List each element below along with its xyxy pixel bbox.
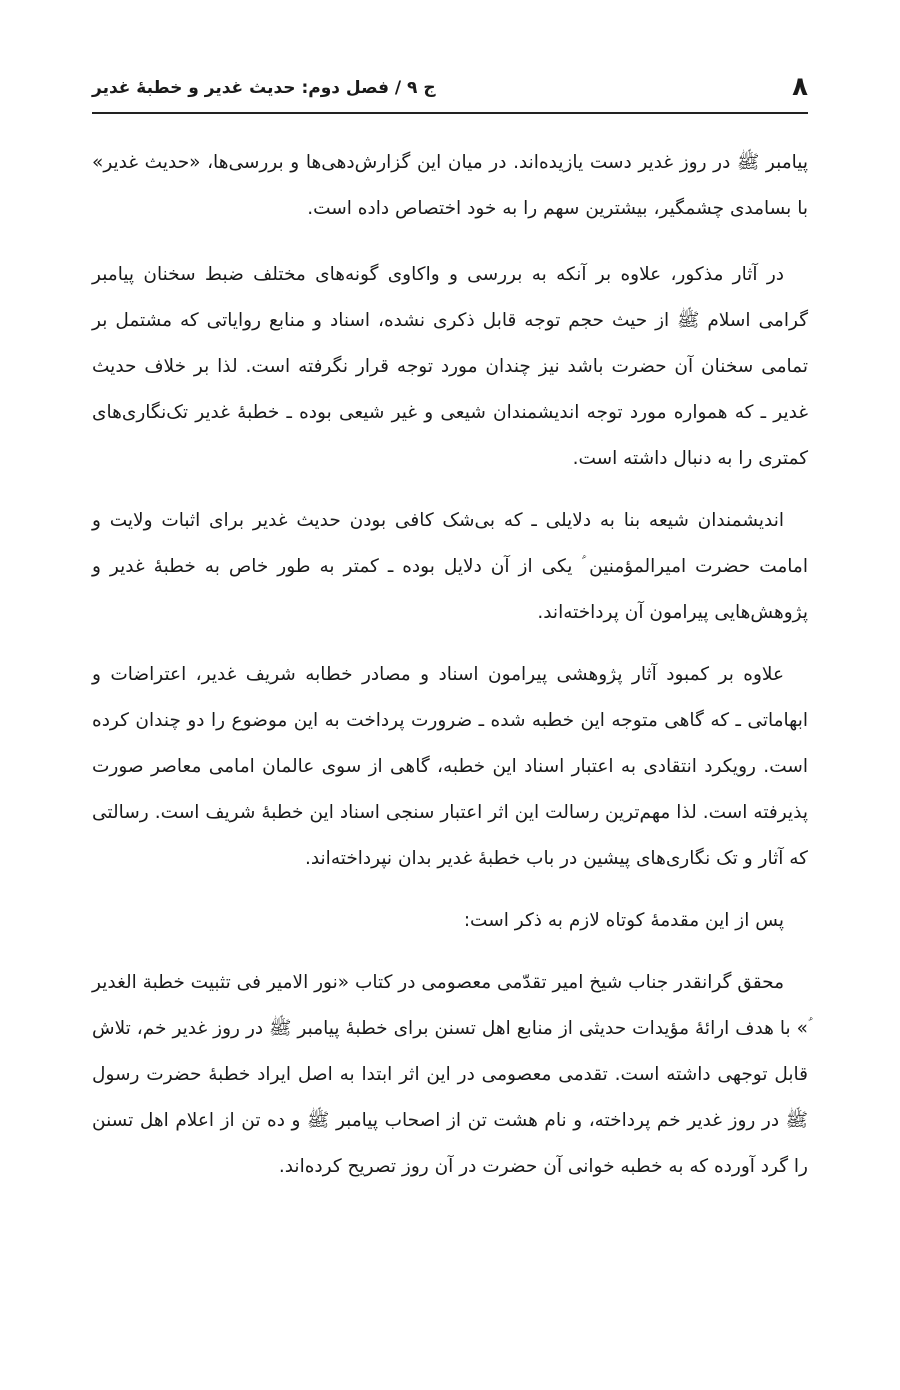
paragraph-3: اندیشمندان شیعه بنا به دلایلی ـ که بی‌شک کافی بودن حدیث غدیر برای اثبات ولایت و امامت حضرت امیرالمؤمنین ؑ یکی از آن دلایل بوده ـ کمتر به طور خاص به خطبهٔ غدیر و پژوهش‌هایی پیرامون آن پرداخته‌اند.: [92, 510, 808, 623]
paragraph-1: پیامبر ﷺ در روز غدیر دست یازیده‌اند. در میان این گزارش‌دهی‌ها و بررسی‌ها، «حدیث غدیر» با بسامدی چشمگیر، بیشترین سهم را به خود اختصاص داده است.: [92, 152, 808, 219]
paragraph-5: پس از این مقدمهٔ کوتاه لازم به ذکر است:: [463, 910, 784, 931]
body-text: [92, 140, 808, 1206]
paragraph-4: علاوه بر کمبود آثار پژوهشی پیرامون اسناد و مصادر خطابه شریف غدیر، اعتراضات و ابهاماتی ـ که گاهی متوجه این خطبه شده ـ ضرورت پرداخت به این موضوع را دو چندان کرده است. رویکرد انتقادی به اعتبار اسناد این خطبه، گاهی از سوی عالمان امامی معاصر صورت پذیرفته است. لذا مهم‌ترین رسالت این اثر اعتبار سنجی اسناد این خطبهٔ شریف است. رسالتی که آثار و تک نگاری‌های پیشین در باب خطبهٔ غدیر بدان نپرداخته‌اند.: [92, 664, 808, 869]
page-number: ۸: [792, 72, 808, 102]
running-header: [92, 68, 808, 114]
paragraph-2: در آثار مذکور، علاوه بر آنکه به بررسی و واکاوی گونه‌های مختلف ضبط سخنان پیامبر گرامی اسلام ﷺ از حیث حجم توجه قابل ذکری نشده، اسناد و منابع روایاتی که مشتمل بر تمامی سخنان آن حضرت باشد نیز چندان مورد توجه قرار نگرفته است. لذا بر خلاف حدیث غدیر ـ که همواره مورد توجه اندیشمندان شیعی و غیر شیعی بوده ـ خطبهٔ غدیر تک‌نگاری‌های کمتری را به دنبال داشته است.: [92, 264, 808, 469]
running-header-title: ج ۹ / فصل دوم: حدیث غدیر و خطبهٔ غدیر: [92, 78, 436, 98]
paragraph-6: محقق گرانقدر جناب شیخ امیر تقدّمی معصومی در کتاب «نور الامیر فی تثبیت خطبة الغدیر ؑ» با هدف ارائهٔ مؤیدات حدیثی از منابع اهل تسنن برای خطبهٔ پیامبر ﷺ در روز غدیر خم، تلاش قابل توجهی داشته است. تقدمی معصومی در این اثر ابتدا به اصل ایراد خطبهٔ حضرت رسول ﷺ در روز غدیر خم پرداخته، و نام هشت تن از اصحاب پیامبر ﷺ و ده تن از اعلام اهل تسنن را گرد آورده که به خطبه خوانی آن حضرت در آن روز تصریح کرده‌اند.: [92, 972, 808, 1177]
